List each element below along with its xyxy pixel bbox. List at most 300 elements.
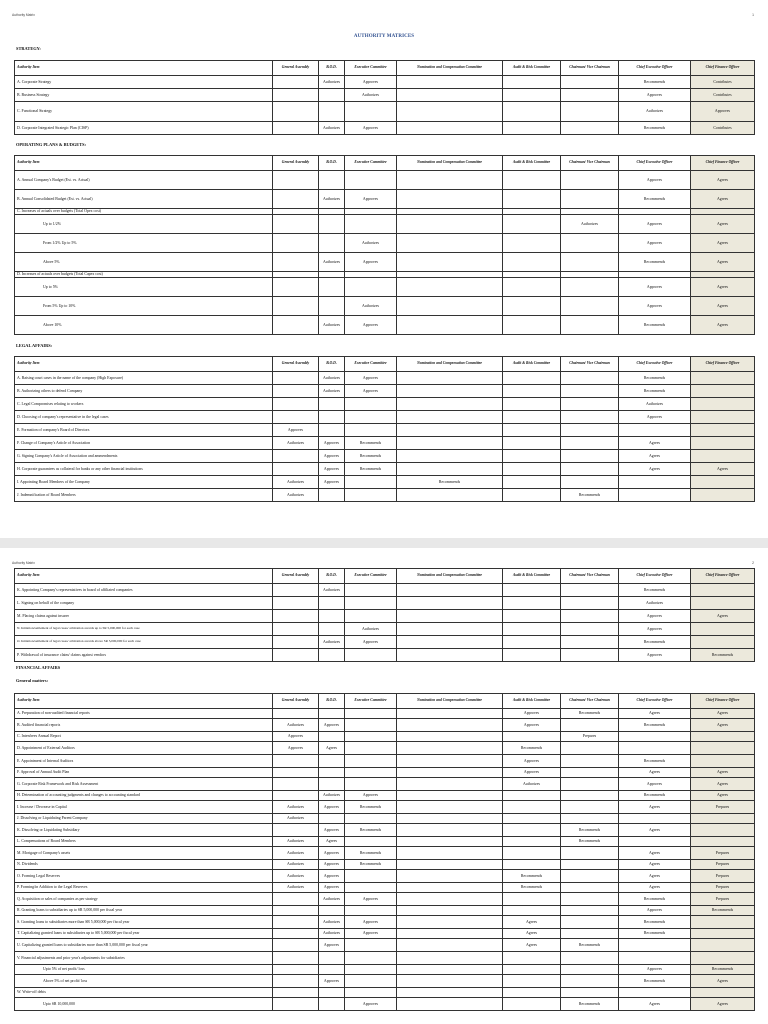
- column-header: Authority Item: [15, 694, 273, 709]
- authority-value-cell: Authorizes: [273, 719, 319, 732]
- authority-value-cell: [503, 385, 561, 398]
- authority-value-cell: [397, 893, 503, 906]
- authority-value-cell: [397, 424, 503, 437]
- authority-value-cell: [561, 424, 619, 437]
- authority-value-cell: [691, 939, 755, 952]
- table-row: [15, 411, 755, 424]
- authority-value-cell: [397, 952, 503, 965]
- authority-value-cell: [397, 801, 503, 814]
- authority-value-cell: Authorizes: [319, 190, 345, 209]
- authority-value-cell: [503, 424, 561, 437]
- authority-value-cell: [691, 398, 755, 411]
- authority-value-cell: Authorizes: [319, 916, 345, 929]
- authority-item-cell: W. Write-off debts: [15, 988, 273, 998]
- authority-value-cell: [691, 489, 755, 502]
- authority-value-cell: [345, 424, 397, 437]
- authority-value-cell: Authorizes: [619, 398, 691, 411]
- authority-value-cell: Agrees: [503, 939, 561, 952]
- authority-value-cell: Recommends: [503, 883, 561, 893]
- authority-value-cell: Approves: [273, 732, 319, 742]
- table-row: [15, 636, 755, 649]
- authority-value-cell: Recommends: [345, 801, 397, 814]
- authority-value-cell: Agrees: [691, 316, 755, 335]
- column-header: Executive Committee: [345, 569, 397, 584]
- authority-value-cell: [619, 742, 691, 755]
- table-row: [15, 385, 755, 398]
- authority-value-cell: [397, 768, 503, 778]
- authority-item-cell: I. Increase / Decrease in Capital: [15, 801, 273, 814]
- authority-value-cell: [397, 450, 503, 463]
- section-strategy: STRATEGY:: [16, 46, 41, 51]
- authority-value-cell: [561, 847, 619, 860]
- table-row: [15, 171, 755, 190]
- table-row: [15, 597, 755, 610]
- authority-value-cell: Authorizes: [319, 76, 345, 89]
- table-row: [15, 906, 755, 916]
- authority-item-cell: J. Dissolving or Liquidating Parent Company: [15, 814, 273, 824]
- authority-item-cell: B. Authorizing others to defend Company: [15, 385, 273, 398]
- authority-value-cell: Recommends: [619, 385, 691, 398]
- table-header-row: [15, 357, 755, 372]
- authority-value-cell: [503, 623, 561, 636]
- authority-value-cell: [345, 732, 397, 742]
- authority-value-cell: [345, 883, 397, 893]
- authority-value-cell: [397, 385, 503, 398]
- section-legal-affairs: LEGAL AFFAIRS:: [16, 343, 53, 348]
- authority-value-cell: Approves: [273, 424, 319, 437]
- authority-item-cell: D. Appointment of External Auditors: [15, 742, 273, 755]
- table-row: [15, 649, 755, 662]
- authority-value-cell: [397, 939, 503, 952]
- table-row: [15, 372, 755, 385]
- authority-value-cell: [561, 297, 619, 316]
- table-row: [15, 742, 755, 755]
- column-header: Chairman/ Vice Chairman: [561, 357, 619, 372]
- authority-item-cell: L. Signing on behalf of the company: [15, 597, 273, 610]
- column-header: Nomination and Compensation Committee: [397, 569, 503, 584]
- authority-value-cell: [561, 893, 619, 906]
- authority-value-cell: [561, 965, 619, 975]
- column-header: Chairman/ Vice Chairman: [561, 61, 619, 76]
- table-row: [15, 234, 755, 253]
- authority-value-cell: Approves: [345, 253, 397, 272]
- authority-value-cell: [561, 278, 619, 297]
- authority-value-cell: Authorizes: [273, 476, 319, 489]
- authority-value-cell: [273, 988, 319, 998]
- column-header: General Assembly: [273, 694, 319, 709]
- authority-value-cell: Recommends: [619, 253, 691, 272]
- authority-value-cell: [561, 76, 619, 89]
- authority-value-cell: [561, 719, 619, 732]
- authority-value-cell: [561, 929, 619, 939]
- authority-value-cell: Authorizes: [273, 437, 319, 450]
- authority-value-cell: [503, 450, 561, 463]
- authority-value-cell: [503, 463, 561, 476]
- running-header: Authority Matrix: [12, 13, 35, 17]
- column-header: Chief Finance Officer: [691, 357, 755, 372]
- authority-value-cell: [345, 814, 397, 824]
- authority-value-cell: Approves: [619, 411, 691, 424]
- authority-item-cell: From 5% Up to 10%: [15, 297, 273, 316]
- authority-value-cell: Agrees: [691, 778, 755, 791]
- authority-value-cell: Recommends: [345, 450, 397, 463]
- authority-value-cell: [503, 814, 561, 824]
- authority-value-cell: [273, 906, 319, 916]
- authority-value-cell: Recommends: [345, 437, 397, 450]
- table-row: [15, 584, 755, 597]
- authority-value-cell: Authorizes: [319, 385, 345, 398]
- authority-item-cell: S. Granting loans to subsidiaries more than SR 5,000,000 per fiscal year: [15, 916, 273, 929]
- authority-value-cell: [319, 102, 345, 122]
- authority-value-cell: [273, 316, 319, 335]
- table-row: [15, 476, 755, 489]
- authority-value-cell: Recommends: [691, 906, 755, 916]
- authority-value-cell: [503, 297, 561, 316]
- authority-value-cell: Agrees: [691, 768, 755, 778]
- authority-value-cell: Prepares: [691, 860, 755, 870]
- authority-value-cell: [561, 411, 619, 424]
- authority-value-cell: [691, 824, 755, 837]
- authority-value-cell: Prepares: [691, 883, 755, 893]
- authority-value-cell: [273, 102, 319, 122]
- authority-value-cell: [319, 623, 345, 636]
- authority-value-cell: Recommends: [619, 719, 691, 732]
- authority-value-cell: [619, 489, 691, 502]
- authority-value-cell: Authorizes: [319, 636, 345, 649]
- authority-value-cell: Agrees: [691, 975, 755, 988]
- authority-value-cell: Approves: [319, 450, 345, 463]
- authority-value-cell: Contributes: [691, 76, 755, 89]
- authority-value-cell: [397, 636, 503, 649]
- authority-value-cell: Recommends: [561, 489, 619, 502]
- authority-value-cell: [319, 89, 345, 102]
- table-row: [15, 755, 755, 768]
- table-row: [15, 801, 755, 814]
- authority-value-cell: [273, 939, 319, 952]
- authority-value-cell: Approves: [619, 89, 691, 102]
- authority-item-cell: A. Corporate Strategy: [15, 76, 273, 89]
- authority-value-cell: [319, 278, 345, 297]
- authority-value-cell: Recommends: [619, 975, 691, 988]
- column-header: B.O.D.: [319, 569, 345, 584]
- authority-value-cell: [319, 709, 345, 719]
- authority-value-cell: Approves: [345, 791, 397, 801]
- authority-value-cell: Approves: [619, 649, 691, 662]
- authority-value-cell: Authorizes: [561, 215, 619, 234]
- authority-value-cell: Approves: [319, 847, 345, 860]
- authority-value-cell: [561, 372, 619, 385]
- authority-value-cell: [561, 883, 619, 893]
- authority-value-cell: [397, 778, 503, 791]
- authority-value-cell: Recommends: [561, 709, 619, 719]
- authority-value-cell: Prepares: [691, 870, 755, 883]
- authority-value-cell: [397, 623, 503, 636]
- table-row: [15, 215, 755, 234]
- authority-value-cell: [345, 778, 397, 791]
- authority-value-cell: [691, 437, 755, 450]
- authority-value-cell: [503, 975, 561, 988]
- authority-value-cell: [561, 906, 619, 916]
- table-header-row: [15, 61, 755, 76]
- authority-value-cell: [273, 597, 319, 610]
- authority-value-cell: [345, 755, 397, 768]
- authority-value-cell: Agrees: [619, 824, 691, 837]
- authority-value-cell: [319, 215, 345, 234]
- authority-value-cell: [561, 437, 619, 450]
- table-row: [15, 998, 755, 1011]
- authority-value-cell: Approves: [619, 234, 691, 253]
- authority-item-cell: A. Raising court cases in the name of the company (High Exposure): [15, 372, 273, 385]
- authority-item-cell: M. Placing claims against insurer: [15, 610, 273, 623]
- authority-value-cell: Recommends: [691, 965, 755, 975]
- authority-value-cell: [397, 76, 503, 89]
- authority-value-cell: Approves: [319, 824, 345, 837]
- authority-value-cell: [273, 76, 319, 89]
- authority-item-cell: Above 10%: [15, 316, 273, 335]
- authority-value-cell: Authorizes: [319, 122, 345, 135]
- authority-item-cell: Up to 1/2%: [15, 215, 273, 234]
- authority-value-cell: [691, 952, 755, 965]
- authority-item-cell: P. Forming/in Addition to the Legal Reserves: [15, 883, 273, 893]
- authority-value-cell: [345, 906, 397, 916]
- authority-value-cell: [397, 824, 503, 837]
- authority-value-cell: Authorizes: [273, 837, 319, 847]
- authority-value-cell: [691, 732, 755, 742]
- authority-value-cell: Agrees: [691, 190, 755, 209]
- authority-value-cell: [503, 649, 561, 662]
- authority-value-cell: [397, 883, 503, 893]
- authority-value-cell: Approves: [319, 939, 345, 952]
- authority-value-cell: Agrees: [319, 742, 345, 755]
- authority-value-cell: [561, 870, 619, 883]
- authority-value-cell: [397, 814, 503, 824]
- document-page-2: [0, 548, 768, 1024]
- authority-value-cell: Contributes: [691, 89, 755, 102]
- authority-value-cell: Authorizes: [273, 814, 319, 824]
- table-row: [15, 768, 755, 778]
- authority-value-cell: [503, 122, 561, 135]
- column-header: Chairman/ Vice Chairman: [561, 569, 619, 584]
- authority-value-cell: Recommends: [345, 824, 397, 837]
- authority-value-cell: [503, 824, 561, 837]
- table-row: [15, 916, 755, 929]
- authority-value-cell: Agrees: [619, 768, 691, 778]
- authority-value-cell: [561, 398, 619, 411]
- authority-value-cell: [273, 709, 319, 719]
- table-row: [15, 883, 755, 893]
- strategy-table: [14, 60, 755, 135]
- authority-value-cell: [273, 768, 319, 778]
- authority-value-cell: [397, 372, 503, 385]
- authority-value-cell: Approves: [619, 906, 691, 916]
- authority-value-cell: Agrees: [503, 916, 561, 929]
- authority-value-cell: Approves: [503, 755, 561, 768]
- authority-item-cell: P. Withdrawal of insurance claim/ claims against vendors: [15, 649, 273, 662]
- authority-value-cell: [397, 89, 503, 102]
- authority-value-cell: [273, 253, 319, 272]
- authority-value-cell: Authorizes: [319, 791, 345, 801]
- authority-item-cell: V. Financial adjustments and prior year's adjustments for subsidiaries: [15, 952, 273, 965]
- authority-value-cell: Approves: [319, 801, 345, 814]
- table-row: [15, 489, 755, 502]
- table-row: [15, 929, 755, 939]
- authority-value-cell: Agrees: [691, 171, 755, 190]
- authority-value-cell: [319, 778, 345, 791]
- legal-affairs-table: [14, 356, 755, 502]
- authority-value-cell: Prepares: [691, 893, 755, 906]
- authority-value-cell: [619, 814, 691, 824]
- authority-value-cell: Recommends: [561, 939, 619, 952]
- authority-value-cell: Agrees: [691, 709, 755, 719]
- table-row: [15, 824, 755, 837]
- authority-value-cell: [397, 916, 503, 929]
- table-row: [15, 847, 755, 860]
- authority-value-cell: [561, 988, 619, 998]
- authority-value-cell: Agrees: [691, 998, 755, 1011]
- column-header: Chief Executive Officer: [619, 569, 691, 584]
- column-header: Executive Committee: [345, 357, 397, 372]
- authority-value-cell: [273, 649, 319, 662]
- authority-value-cell: [561, 171, 619, 190]
- authority-value-cell: [503, 584, 561, 597]
- authority-item-cell: T. Capitalizing granted loans to subsidiaries up to SR 5,000,000 per fiscal year: [15, 929, 273, 939]
- page-gap: [0, 538, 768, 548]
- authority-value-cell: [691, 755, 755, 768]
- column-header: B.O.D.: [319, 694, 345, 709]
- table-row: [15, 814, 755, 824]
- authority-value-cell: Agrees: [319, 837, 345, 847]
- authority-value-cell: [273, 234, 319, 253]
- authority-value-cell: Agrees: [619, 998, 691, 1011]
- authority-value-cell: [319, 768, 345, 778]
- authority-value-cell: [503, 791, 561, 801]
- authority-item-cell: O. Forming Legal Reserves: [15, 870, 273, 883]
- authority-value-cell: Authorizes: [319, 929, 345, 939]
- table-header-row: [15, 694, 755, 709]
- column-header: Executive Committee: [345, 694, 397, 709]
- table-row: [15, 190, 755, 209]
- authority-value-cell: [319, 171, 345, 190]
- column-header: Chief Executive Officer: [619, 357, 691, 372]
- authority-value-cell: [561, 450, 619, 463]
- authority-value-cell: [397, 610, 503, 623]
- authority-value-cell: [561, 791, 619, 801]
- authority-value-cell: [345, 649, 397, 662]
- authority-value-cell: [619, 939, 691, 952]
- authority-value-cell: [319, 998, 345, 1011]
- authority-value-cell: Agrees: [691, 610, 755, 623]
- table-row: [15, 610, 755, 623]
- page-number: 1: [752, 13, 754, 17]
- authority-value-cell: [397, 755, 503, 768]
- column-header: Authority Item: [15, 569, 273, 584]
- authority-value-cell: [273, 122, 319, 135]
- authority-value-cell: [503, 837, 561, 847]
- authority-value-cell: [345, 952, 397, 965]
- authority-value-cell: [319, 649, 345, 662]
- authority-value-cell: [691, 929, 755, 939]
- column-header: Chairman/ Vice Chairman: [561, 694, 619, 709]
- authority-value-cell: [273, 190, 319, 209]
- authority-value-cell: Recommends: [345, 463, 397, 476]
- table-row: [15, 278, 755, 297]
- authority-value-cell: Recommends: [503, 870, 561, 883]
- authority-value-cell: Approves: [619, 171, 691, 190]
- authority-value-cell: [319, 988, 345, 998]
- authority-value-cell: [561, 610, 619, 623]
- authority-value-cell: Authorizes: [273, 489, 319, 502]
- authority-item-cell: G. Signing Company's Article of Association and ammendments: [15, 450, 273, 463]
- authority-value-cell: [503, 89, 561, 102]
- authority-value-cell: [319, 424, 345, 437]
- authority-value-cell: Authorizes: [273, 870, 319, 883]
- authority-value-cell: Approves: [345, 998, 397, 1011]
- authority-value-cell: [273, 636, 319, 649]
- authority-value-cell: [345, 584, 397, 597]
- authority-value-cell: [273, 893, 319, 906]
- authority-value-cell: [273, 952, 319, 965]
- authority-value-cell: [619, 837, 691, 847]
- authority-item-cell: J. Indemnification of Board Members: [15, 489, 273, 502]
- authority-value-cell: [345, 939, 397, 952]
- authority-value-cell: [397, 398, 503, 411]
- authority-value-cell: [319, 398, 345, 411]
- column-header: Nomination and Compensation Committee: [397, 694, 503, 709]
- table-row: [15, 860, 755, 870]
- authority-value-cell: [273, 398, 319, 411]
- authority-value-cell: [561, 597, 619, 610]
- table-row: [15, 253, 755, 272]
- authority-item-cell: O. Initiation/settlement of legal cases/ arbitration awards above SR 5,000,000 for each case: [15, 636, 273, 649]
- authority-value-cell: [273, 450, 319, 463]
- authority-value-cell: Approves: [619, 965, 691, 975]
- authority-value-cell: Agrees: [619, 860, 691, 870]
- financial-affairs-table: [14, 693, 755, 1011]
- authority-value-cell: [397, 732, 503, 742]
- authority-value-cell: [273, 975, 319, 988]
- column-header: Authority Item: [15, 156, 273, 171]
- authority-value-cell: [503, 215, 561, 234]
- authority-value-cell: [397, 998, 503, 1011]
- authority-value-cell: Approves: [319, 860, 345, 870]
- authority-value-cell: [503, 102, 561, 122]
- authority-value-cell: [691, 636, 755, 649]
- table-row: [15, 437, 755, 450]
- authority-item-cell: From 1/2% Up to 5%: [15, 234, 273, 253]
- authority-item-cell: M. Mortgage of Company's assets: [15, 847, 273, 860]
- authority-value-cell: Agrees: [691, 253, 755, 272]
- authority-value-cell: [503, 847, 561, 860]
- authority-item-cell: G. Corporate Risk Framework and Risk Assessment: [15, 778, 273, 791]
- authority-value-cell: [691, 837, 755, 847]
- authority-value-cell: [503, 801, 561, 814]
- authority-value-cell: [345, 709, 397, 719]
- authority-value-cell: [319, 597, 345, 610]
- authority-value-cell: [503, 906, 561, 916]
- authority-value-cell: [561, 190, 619, 209]
- authority-value-cell: [691, 597, 755, 610]
- authority-value-cell: Approves: [619, 623, 691, 636]
- authority-value-cell: Authorizes: [319, 253, 345, 272]
- authority-value-cell: Agrees: [691, 234, 755, 253]
- column-header: Nomination and Compensation Committee: [397, 61, 503, 76]
- authority-value-cell: [561, 778, 619, 791]
- column-header: Audit & Risk Committee: [503, 61, 561, 76]
- authority-value-cell: Authorizes: [345, 89, 397, 102]
- authority-value-cell: [503, 76, 561, 89]
- authority-value-cell: Approves: [619, 297, 691, 316]
- authority-value-cell: Recommends: [619, 372, 691, 385]
